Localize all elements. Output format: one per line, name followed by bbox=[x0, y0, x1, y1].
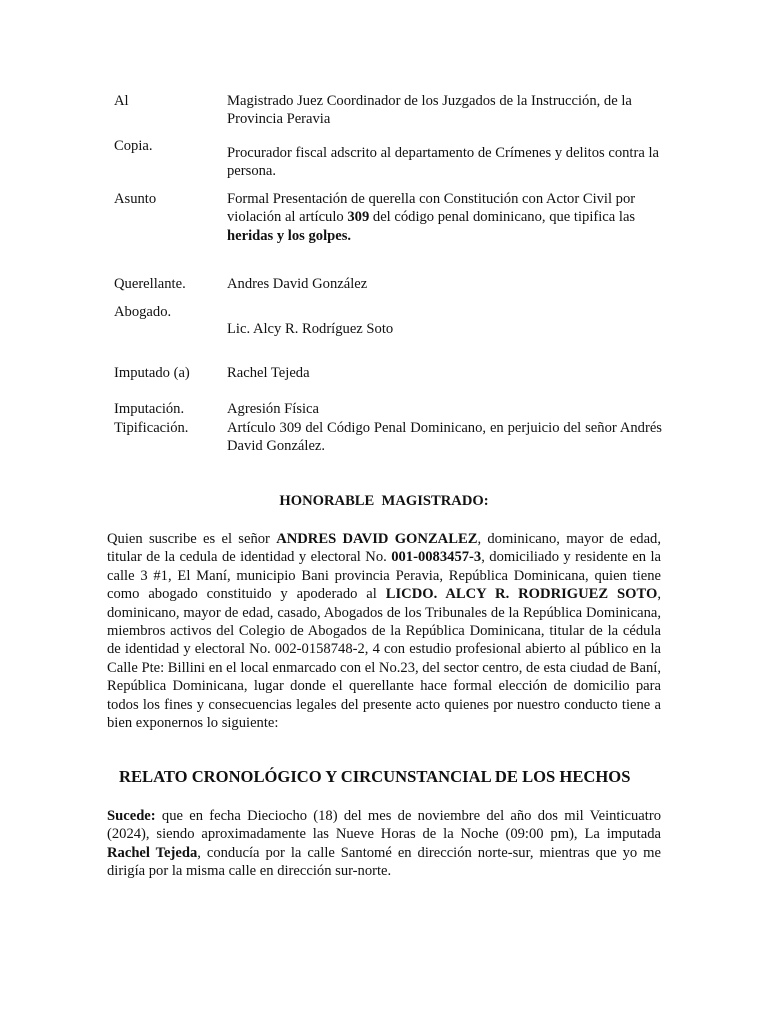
querellante-label: Querellante. bbox=[114, 276, 186, 292]
imputado-value: Rachel Tejeda bbox=[227, 365, 310, 381]
copia-value: Procurador fiscal adscrito al departamento de Crímenes y delitos contra la persona. bbox=[227, 145, 659, 180]
tipificacion-label: Tipificación. bbox=[114, 420, 189, 436]
imputacion-value: Agresión Física bbox=[227, 401, 320, 417]
intro-paragraph: Quien suscribe es el señor ANDRES DAVID GONZALEZ, dominicano, mayor de edad, titular de la cedula de identidad y electoral No. 001-0083457-3, domiciliado y residente en la calle 3 #1, El Maní, municipio Bani provincia Peravia, República Dominicana, quien tiene como abogado constituido y apoderado al LICDO. ALCY R. RODRIGUEZ SOTO, dominicano, mayor de edad, casado, Abogados de los Tribunales de la República Dominicana, miembros activos del Colegio de Abogados de la República Dominicana, titular de la cédula de identidad y electoral No. 002-0158748-2, 4 con estudio profesional abierto al público en la Calle Pte: Billini en el local enmarcado con el No.23, del sector centro, de esta ciudad de Baní, República Dominicana, lugar donde el querellante hace formal elección de domicilio para todos los fines y consecuencias legales del presente acto quienes por nuestro conducto tiene a bien exponernos lo siguiente: bbox=[107, 531, 662, 732]
section-title: RELATO CRONOLÓGICO Y CIRCUNSTANCIAL DE LOS HECHOS bbox=[119, 767, 631, 786]
querellante-value: Andres David González bbox=[227, 276, 368, 292]
al-label: Al bbox=[114, 93, 129, 109]
copia-label: Copia. bbox=[114, 138, 153, 154]
imputado-label: Imputado (a) bbox=[114, 365, 190, 381]
sucede-paragraph: Sucede: que en fecha Dieciocho (18) del mes de noviembre del año dos mil Veinticuatro (2024), siendo aproximadamente las Nueve Horas de la Noche (09:00 pm), La imputada Rachel Tejeda, conducía por la calle Santomé en dirección norte-sur, mientras que yo me dirigía por la misma calle en dirección sur-norte. bbox=[107, 808, 662, 880]
tipificacion-value: Artículo 309 del Código Penal Dominicano, en perjuicio del señor Andrés David González. bbox=[227, 420, 662, 455]
asunto-label: Asunto bbox=[114, 191, 157, 207]
abogado-value: Lic. Alcy R. Rodríguez Soto bbox=[227, 321, 394, 337]
salutation-heading: HONORABLE MAGISTRADO: bbox=[279, 493, 489, 509]
asunto-value: Formal Presentación de querella con Constitución con Actor Civil por violación al artículo 309 del código penal dominicano, que tipifica las heridas y los golpes. bbox=[227, 191, 636, 244]
al-value: Magistrado Juez Coordinador de los Juzgados de la Instrucción, de la Provincia Peravia bbox=[227, 93, 632, 128]
abogado-label: Abogado. bbox=[114, 304, 172, 320]
imputacion-label: Imputación. bbox=[114, 401, 185, 417]
